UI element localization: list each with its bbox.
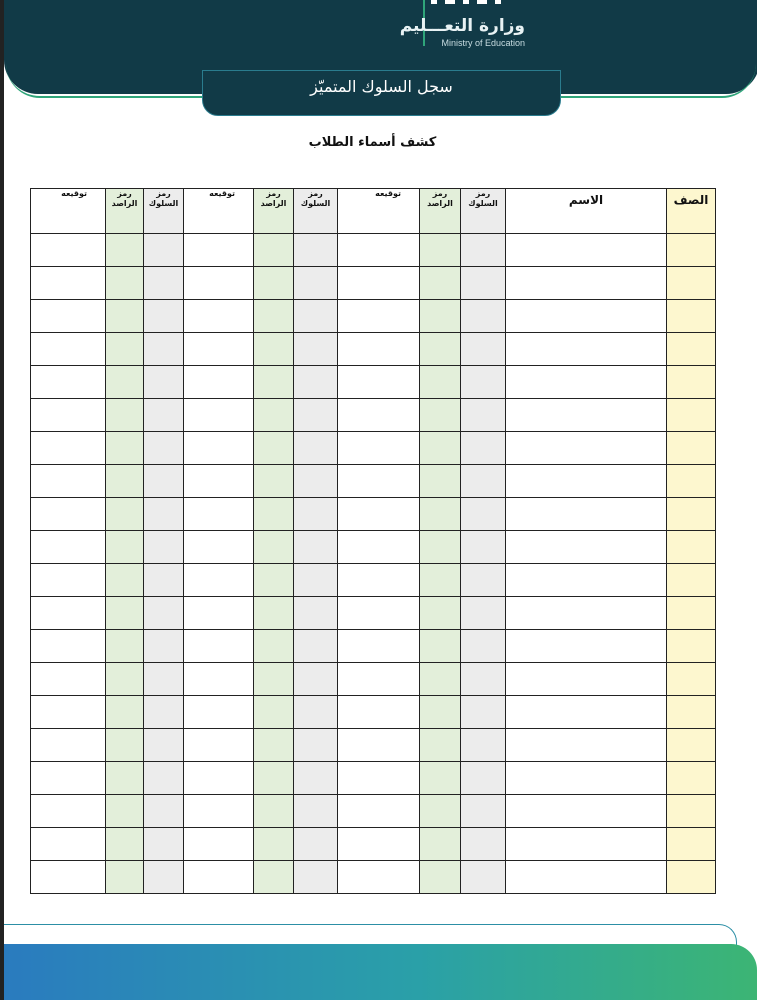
cell-behavior-code[interactable] xyxy=(144,696,184,729)
table-row xyxy=(31,531,716,564)
cell-observer-code[interactable] xyxy=(420,531,461,564)
cell-signature[interactable] xyxy=(338,498,420,531)
cell-behavior-code[interactable] xyxy=(144,861,184,894)
ministry-logo xyxy=(399,0,529,56)
cell-observer-code[interactable] xyxy=(254,828,294,861)
cell-behavior-code[interactable] xyxy=(461,696,506,729)
table-row xyxy=(31,234,716,267)
footer-band xyxy=(4,944,757,1000)
cell-behavior-code[interactable] xyxy=(294,564,338,597)
cell-observer-code[interactable] xyxy=(106,432,144,465)
cell-signature[interactable] xyxy=(338,663,420,696)
cell-observer-code[interactable] xyxy=(106,564,144,597)
cell-signature[interactable] xyxy=(184,729,254,762)
cell-class[interactable] xyxy=(667,399,716,432)
cell-behavior-code[interactable] xyxy=(144,267,184,300)
cell-behavior-code[interactable] xyxy=(461,531,506,564)
cell-signature[interactable] xyxy=(184,399,254,432)
table-row xyxy=(31,696,716,729)
cell-name[interactable] xyxy=(506,300,667,333)
logo-dots-icon xyxy=(421,0,521,8)
cell-behavior-code[interactable] xyxy=(461,366,506,399)
cell-behavior-code[interactable] xyxy=(294,432,338,465)
cell-observer-code[interactable] xyxy=(106,663,144,696)
cell-observer-code[interactable] xyxy=(106,762,144,795)
cell-behavior-code[interactable] xyxy=(461,234,506,267)
cell-signature[interactable] xyxy=(184,333,254,366)
cell-name[interactable] xyxy=(506,828,667,861)
cell-signature[interactable] xyxy=(31,630,106,663)
cell-behavior-code[interactable] xyxy=(294,399,338,432)
cell-signature[interactable] xyxy=(184,861,254,894)
cell-behavior-code[interactable] xyxy=(294,861,338,894)
cell-behavior-code[interactable] xyxy=(294,597,338,630)
cell-name[interactable] xyxy=(506,564,667,597)
cell-behavior-code[interactable] xyxy=(294,267,338,300)
cell-class[interactable] xyxy=(667,828,716,861)
table-row xyxy=(31,465,716,498)
cell-signature[interactable] xyxy=(184,564,254,597)
cell-signature[interactable] xyxy=(184,300,254,333)
cell-name[interactable] xyxy=(506,465,667,498)
cell-behavior-code[interactable] xyxy=(144,399,184,432)
table-header-row xyxy=(31,189,716,234)
cell-observer-code[interactable] xyxy=(254,795,294,828)
cell-signature[interactable] xyxy=(184,630,254,663)
cell-behavior-code[interactable] xyxy=(144,663,184,696)
cell-signature[interactable] xyxy=(31,465,106,498)
cell-observer-code[interactable] xyxy=(420,630,461,663)
cell-signature[interactable] xyxy=(184,795,254,828)
cell-observer-code[interactable] xyxy=(254,234,294,267)
cell-observer-code[interactable] xyxy=(420,399,461,432)
cell-behavior-code[interactable] xyxy=(144,795,184,828)
cell-behavior-code[interactable] xyxy=(144,366,184,399)
cell-observer-code[interactable] xyxy=(106,795,144,828)
cell-signature[interactable] xyxy=(31,234,106,267)
cell-observer-code[interactable] xyxy=(420,663,461,696)
cell-signature[interactable] xyxy=(31,663,106,696)
table-row xyxy=(31,729,716,762)
cell-observer-code[interactable] xyxy=(420,696,461,729)
cell-behavior-code[interactable] xyxy=(461,465,506,498)
cell-class[interactable] xyxy=(667,762,716,795)
cell-signature[interactable] xyxy=(31,366,106,399)
table-row xyxy=(31,597,716,630)
logo-english-text: Ministry of Education xyxy=(441,38,525,48)
cell-class[interactable] xyxy=(667,267,716,300)
cell-behavior-code[interactable] xyxy=(294,762,338,795)
cell-signature[interactable] xyxy=(31,333,106,366)
header-observer-code-3: رمز الراصد xyxy=(106,189,144,234)
cell-name[interactable] xyxy=(506,861,667,894)
cell-observer-code[interactable] xyxy=(254,696,294,729)
cell-observer-code[interactable] xyxy=(420,861,461,894)
cell-observer-code[interactable] xyxy=(420,432,461,465)
table-row xyxy=(31,498,716,531)
cell-class[interactable] xyxy=(667,597,716,630)
cell-observer-code[interactable] xyxy=(420,597,461,630)
table-row xyxy=(31,366,716,399)
cell-name[interactable] xyxy=(506,630,667,663)
cell-class[interactable] xyxy=(667,696,716,729)
cell-behavior-code[interactable] xyxy=(294,729,338,762)
cell-class[interactable] xyxy=(667,333,716,366)
cell-signature[interactable] xyxy=(184,531,254,564)
cell-signature[interactable] xyxy=(338,696,420,729)
header-signature-1: توقيعه xyxy=(338,189,420,234)
logo-arabic-text: وزارة التعـــليم xyxy=(399,16,525,36)
cell-observer-code[interactable] xyxy=(254,861,294,894)
header-behavior-code-2: رمز السلوك xyxy=(294,189,338,234)
cell-observer-code[interactable] xyxy=(106,234,144,267)
cell-behavior-code[interactable] xyxy=(461,399,506,432)
cell-signature[interactable] xyxy=(184,234,254,267)
cell-name[interactable] xyxy=(506,795,667,828)
cell-observer-code[interactable] xyxy=(106,597,144,630)
cell-behavior-code[interactable] xyxy=(461,498,506,531)
cell-signature[interactable] xyxy=(338,630,420,663)
cell-observer-code[interactable] xyxy=(254,498,294,531)
cell-signature[interactable] xyxy=(338,399,420,432)
cell-observer-code[interactable] xyxy=(254,729,294,762)
cell-behavior-code[interactable] xyxy=(461,630,506,663)
cell-name[interactable] xyxy=(506,729,667,762)
cell-class[interactable] xyxy=(667,498,716,531)
cell-observer-code[interactable] xyxy=(254,663,294,696)
cell-signature[interactable] xyxy=(338,300,420,333)
roster-body xyxy=(31,234,716,894)
cell-class[interactable] xyxy=(667,663,716,696)
cell-signature[interactable] xyxy=(31,861,106,894)
cell-signature[interactable] xyxy=(31,762,106,795)
cell-behavior-code[interactable] xyxy=(144,432,184,465)
cell-behavior-code[interactable] xyxy=(294,234,338,267)
header-behavior-code-3: رمز السلوك xyxy=(144,189,184,234)
cell-behavior-code[interactable] xyxy=(461,267,506,300)
cell-observer-code[interactable] xyxy=(420,828,461,861)
cell-behavior-code[interactable] xyxy=(144,762,184,795)
cell-observer-code[interactable] xyxy=(106,366,144,399)
table-row xyxy=(31,399,716,432)
cell-class[interactable] xyxy=(667,795,716,828)
cell-signature[interactable] xyxy=(31,564,106,597)
cell-name[interactable] xyxy=(506,333,667,366)
cell-observer-code[interactable] xyxy=(254,597,294,630)
cell-class[interactable] xyxy=(667,366,716,399)
cell-class[interactable] xyxy=(667,531,716,564)
cell-signature[interactable] xyxy=(184,597,254,630)
cell-observer-code[interactable] xyxy=(420,498,461,531)
cell-signature[interactable] xyxy=(338,267,420,300)
header-behavior-code-1: رمز السلوك xyxy=(461,189,506,234)
cell-signature[interactable] xyxy=(31,531,106,564)
cell-behavior-code[interactable] xyxy=(294,366,338,399)
header-observer-code-1: رمز الراصد xyxy=(420,189,461,234)
cell-class[interactable] xyxy=(667,729,716,762)
cell-behavior-code[interactable] xyxy=(294,828,338,861)
cell-behavior-code[interactable] xyxy=(461,729,506,762)
cell-observer-code[interactable] xyxy=(106,531,144,564)
cell-observer-code[interactable] xyxy=(106,300,144,333)
cell-signature[interactable] xyxy=(184,498,254,531)
cell-signature[interactable] xyxy=(338,366,420,399)
header-observer-code-2: رمز الراصد xyxy=(254,189,294,234)
cell-signature[interactable] xyxy=(184,762,254,795)
cell-signature[interactable] xyxy=(338,564,420,597)
cell-observer-code[interactable] xyxy=(420,762,461,795)
cell-behavior-code[interactable] xyxy=(461,795,506,828)
cell-behavior-code[interactable] xyxy=(294,630,338,663)
subtitle-text: كشف أسماء الطلاب xyxy=(308,135,437,150)
cell-behavior-code[interactable] xyxy=(144,597,184,630)
subtitle xyxy=(0,135,757,150)
header-signature-2: توقيعه xyxy=(184,189,254,234)
cell-behavior-code[interactable] xyxy=(144,630,184,663)
cell-behavior-code[interactable] xyxy=(294,498,338,531)
cell-observer-code[interactable] xyxy=(420,267,461,300)
cell-signature[interactable] xyxy=(338,531,420,564)
cell-signature[interactable] xyxy=(338,795,420,828)
cell-behavior-code[interactable] xyxy=(294,531,338,564)
cell-observer-code[interactable] xyxy=(254,762,294,795)
cell-behavior-code[interactable] xyxy=(294,795,338,828)
cell-name[interactable] xyxy=(506,531,667,564)
cell-behavior-code[interactable] xyxy=(461,432,506,465)
page-border xyxy=(0,0,4,1000)
table-row xyxy=(31,564,716,597)
cell-signature[interactable] xyxy=(31,267,106,300)
cell-observer-code[interactable] xyxy=(254,300,294,333)
cell-observer-code[interactable] xyxy=(420,795,461,828)
cell-behavior-code[interactable] xyxy=(144,465,184,498)
cell-signature[interactable] xyxy=(31,498,106,531)
table-row xyxy=(31,432,716,465)
cell-name[interactable] xyxy=(506,267,667,300)
cell-behavior-code[interactable] xyxy=(144,333,184,366)
cell-signature[interactable] xyxy=(184,696,254,729)
cell-behavior-code[interactable] xyxy=(461,861,506,894)
cell-signature[interactable] xyxy=(184,663,254,696)
cell-observer-code[interactable] xyxy=(254,267,294,300)
cell-signature[interactable] xyxy=(338,432,420,465)
cell-observer-code[interactable] xyxy=(106,729,144,762)
cell-signature[interactable] xyxy=(338,234,420,267)
cell-behavior-code[interactable] xyxy=(294,696,338,729)
cell-observer-code[interactable] xyxy=(254,531,294,564)
cell-behavior-code[interactable] xyxy=(461,333,506,366)
cell-observer-code[interactable] xyxy=(420,366,461,399)
cell-signature[interactable] xyxy=(338,333,420,366)
cell-observer-code[interactable] xyxy=(106,465,144,498)
header-class: الصف xyxy=(667,189,716,234)
cell-observer-code[interactable] xyxy=(106,333,144,366)
cell-signature[interactable] xyxy=(338,597,420,630)
cell-signature[interactable] xyxy=(31,597,106,630)
cell-name[interactable] xyxy=(506,234,667,267)
cell-observer-code[interactable] xyxy=(106,861,144,894)
cell-behavior-code[interactable] xyxy=(294,465,338,498)
cell-signature[interactable] xyxy=(184,366,254,399)
cell-class[interactable] xyxy=(667,630,716,663)
cell-signature[interactable] xyxy=(184,432,254,465)
cell-signature[interactable] xyxy=(338,465,420,498)
cell-signature[interactable] xyxy=(31,696,106,729)
cell-behavior-code[interactable] xyxy=(144,564,184,597)
cell-signature[interactable] xyxy=(31,300,106,333)
table-row xyxy=(31,663,716,696)
cell-name[interactable] xyxy=(506,366,667,399)
cell-signature[interactable] xyxy=(338,762,420,795)
cell-name[interactable] xyxy=(506,762,667,795)
cell-observer-code[interactable] xyxy=(106,267,144,300)
student-roster-table xyxy=(30,188,716,894)
cell-behavior-code[interactable] xyxy=(294,333,338,366)
cell-observer-code[interactable] xyxy=(420,300,461,333)
cell-observer-code[interactable] xyxy=(254,630,294,663)
cell-class[interactable] xyxy=(667,234,716,267)
cell-signature[interactable] xyxy=(31,729,106,762)
cell-observer-code[interactable] xyxy=(106,630,144,663)
cell-signature[interactable] xyxy=(338,861,420,894)
cell-name[interactable] xyxy=(506,399,667,432)
cell-behavior-code[interactable] xyxy=(144,234,184,267)
cell-observer-code[interactable] xyxy=(420,465,461,498)
cell-behavior-code[interactable] xyxy=(144,729,184,762)
table-row xyxy=(31,795,716,828)
cell-name[interactable] xyxy=(506,432,667,465)
cell-signature[interactable] xyxy=(184,465,254,498)
table-row xyxy=(31,267,716,300)
table-row xyxy=(31,300,716,333)
cell-class[interactable] xyxy=(667,300,716,333)
cell-observer-code[interactable] xyxy=(420,234,461,267)
cell-signature[interactable] xyxy=(31,399,106,432)
cell-name[interactable] xyxy=(506,663,667,696)
cell-observer-code[interactable] xyxy=(254,333,294,366)
cell-class[interactable] xyxy=(667,564,716,597)
cell-observer-code[interactable] xyxy=(106,498,144,531)
cell-name[interactable] xyxy=(506,696,667,729)
cell-behavior-code[interactable] xyxy=(461,828,506,861)
cell-signature[interactable] xyxy=(338,729,420,762)
cell-observer-code[interactable] xyxy=(106,399,144,432)
cell-signature[interactable] xyxy=(31,795,106,828)
table-row xyxy=(31,333,716,366)
cell-behavior-code[interactable] xyxy=(144,498,184,531)
cell-behavior-code[interactable] xyxy=(461,564,506,597)
cell-observer-code[interactable] xyxy=(254,366,294,399)
page-title: سجل السلوك المتميّز xyxy=(310,77,453,96)
cell-behavior-code[interactable] xyxy=(461,597,506,630)
cell-name[interactable] xyxy=(506,498,667,531)
cell-behavior-code[interactable] xyxy=(461,762,506,795)
cell-behavior-code[interactable] xyxy=(461,663,506,696)
cell-name[interactable] xyxy=(506,597,667,630)
cell-signature[interactable] xyxy=(31,432,106,465)
cell-signature[interactable] xyxy=(184,267,254,300)
cell-observer-code[interactable] xyxy=(420,564,461,597)
table-row xyxy=(31,630,716,663)
cell-observer-code[interactable] xyxy=(420,729,461,762)
table-row xyxy=(31,828,716,861)
table-row xyxy=(31,861,716,894)
cell-observer-code[interactable] xyxy=(106,696,144,729)
cell-observer-code[interactable] xyxy=(254,564,294,597)
cell-signature[interactable] xyxy=(31,828,106,861)
header-name: الاسم xyxy=(506,189,667,234)
cell-behavior-code[interactable] xyxy=(144,531,184,564)
title-tab xyxy=(202,70,561,116)
header-signature-3: توقيعه xyxy=(31,189,106,234)
cell-observer-code[interactable] xyxy=(106,828,144,861)
cell-observer-code[interactable] xyxy=(420,333,461,366)
cell-observer-code[interactable] xyxy=(254,399,294,432)
cell-signature[interactable] xyxy=(338,828,420,861)
cell-behavior-code[interactable] xyxy=(144,300,184,333)
cell-signature[interactable] xyxy=(184,828,254,861)
cell-behavior-code[interactable] xyxy=(294,300,338,333)
cell-class[interactable] xyxy=(667,465,716,498)
table-row xyxy=(31,762,716,795)
cell-observer-code[interactable] xyxy=(254,465,294,498)
cell-behavior-code[interactable] xyxy=(461,300,506,333)
cell-behavior-code[interactable] xyxy=(294,663,338,696)
cell-class[interactable] xyxy=(667,432,716,465)
cell-class[interactable] xyxy=(667,861,716,894)
cell-observer-code[interactable] xyxy=(254,432,294,465)
cell-behavior-code[interactable] xyxy=(144,828,184,861)
